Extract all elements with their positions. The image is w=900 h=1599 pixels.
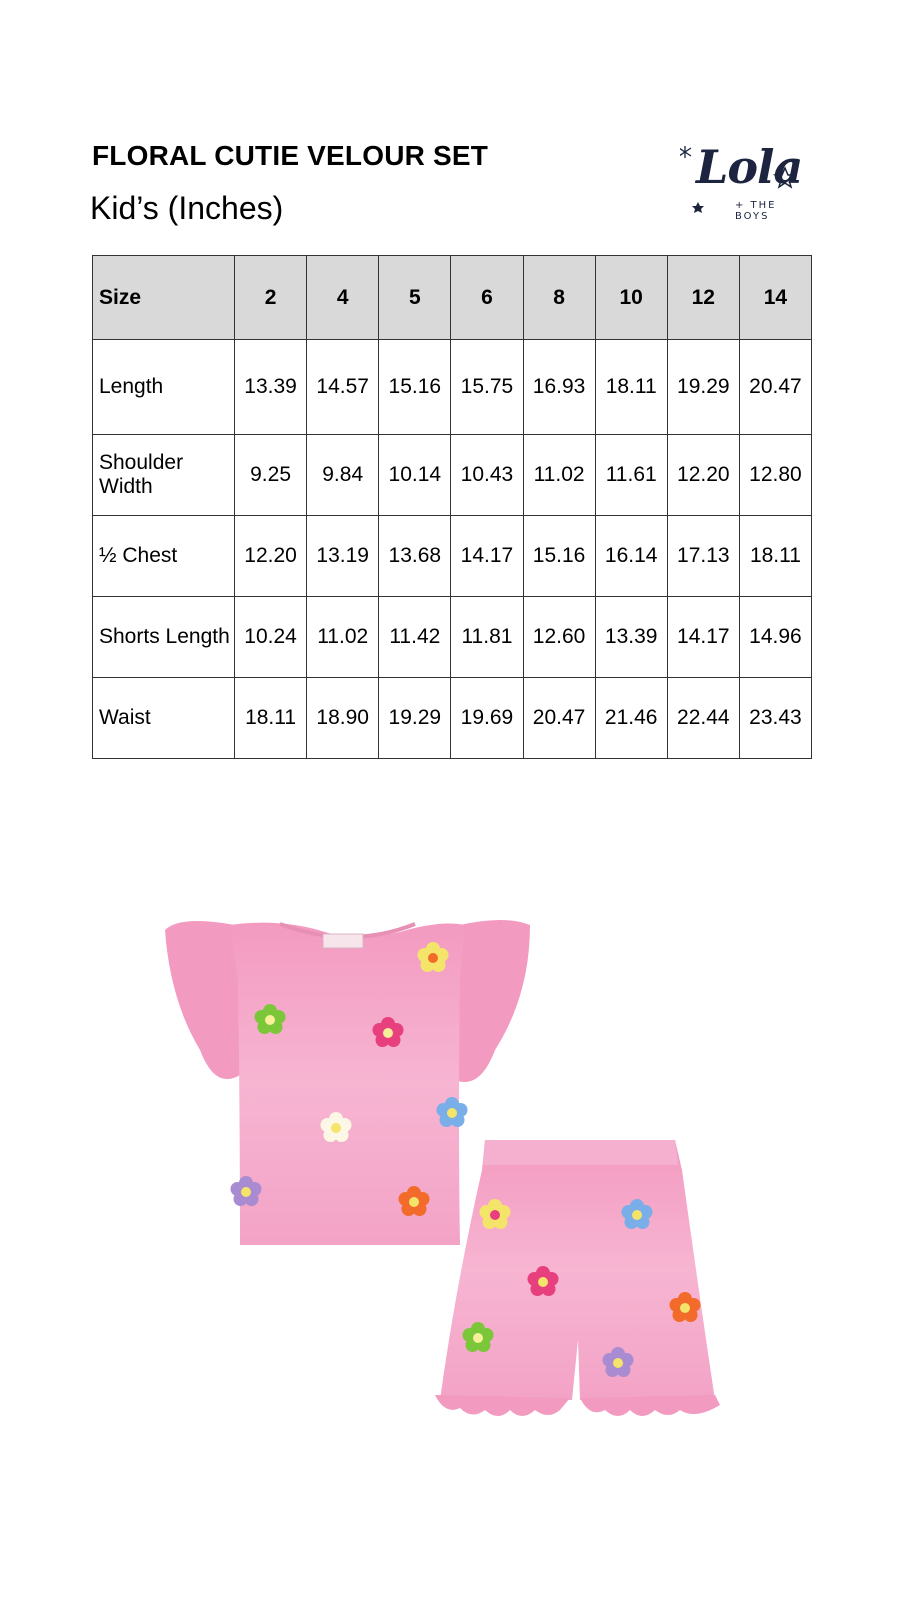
column-header: 4 bbox=[307, 256, 379, 340]
table-cell: 17.13 bbox=[667, 516, 739, 597]
table-cell: 13.39 bbox=[595, 597, 667, 678]
table-header-row bbox=[93, 256, 812, 340]
column-header: 14 bbox=[739, 256, 811, 340]
table-cell: 12.20 bbox=[667, 435, 739, 516]
table-cell: 15.75 bbox=[451, 340, 523, 435]
table-row bbox=[93, 597, 812, 678]
column-header: 6 bbox=[451, 256, 523, 340]
table-cell: 19.29 bbox=[667, 340, 739, 435]
ruffle-top-garment bbox=[165, 920, 530, 1245]
table-cell: 16.93 bbox=[523, 340, 595, 435]
table-cell: 13.39 bbox=[235, 340, 307, 435]
table-cell: 10.43 bbox=[451, 435, 523, 516]
table-row bbox=[93, 678, 812, 759]
table-cell: 10.24 bbox=[235, 597, 307, 678]
row-label: Length bbox=[93, 340, 235, 435]
table-cell: 14.17 bbox=[667, 597, 739, 678]
table-cell: 13.68 bbox=[379, 516, 451, 597]
row-label: Shoulder Width bbox=[93, 435, 235, 516]
table-cell: 15.16 bbox=[523, 516, 595, 597]
table-row bbox=[93, 435, 812, 516]
table-cell: 18.11 bbox=[595, 340, 667, 435]
table-cell: 18.90 bbox=[307, 678, 379, 759]
table-cell: 20.47 bbox=[739, 340, 811, 435]
page-subtitle: Kid’s (Inches) bbox=[90, 190, 284, 226]
table-cell: 15.16 bbox=[379, 340, 451, 435]
size-chart-table bbox=[92, 255, 812, 759]
table-cell: 23.43 bbox=[739, 678, 811, 759]
brand-logo bbox=[680, 140, 815, 220]
table-cell: 12.80 bbox=[739, 435, 811, 516]
column-header: 12 bbox=[667, 256, 739, 340]
page-title: FLORAL CUTIE VELOUR SET bbox=[92, 140, 489, 171]
table-cell: 18.11 bbox=[235, 678, 307, 759]
table-cell: 9.25 bbox=[235, 435, 307, 516]
table-cell: 14.96 bbox=[739, 597, 811, 678]
logo-tagline: + THE BOYS bbox=[735, 200, 777, 222]
table-cell: 10.14 bbox=[379, 435, 451, 516]
table-row bbox=[93, 340, 812, 435]
row-label: Shorts Length bbox=[93, 597, 235, 678]
table-row bbox=[93, 516, 812, 597]
column-header: Size bbox=[93, 256, 235, 340]
logo-wordmark: Lola bbox=[696, 140, 803, 194]
column-header: 5 bbox=[379, 256, 451, 340]
table-cell: 11.02 bbox=[523, 435, 595, 516]
table-cell: 14.57 bbox=[307, 340, 379, 435]
table-cell: 19.29 bbox=[379, 678, 451, 759]
column-header: 8 bbox=[523, 256, 595, 340]
table-cell: 20.47 bbox=[523, 678, 595, 759]
table-cell: 13.19 bbox=[307, 516, 379, 597]
product-photo bbox=[160, 920, 750, 1460]
column-header: 10 bbox=[595, 256, 667, 340]
table-cell: 11.61 bbox=[595, 435, 667, 516]
table-cell: 22.44 bbox=[667, 678, 739, 759]
table-cell: 19.69 bbox=[451, 678, 523, 759]
table-cell: 18.11 bbox=[739, 516, 811, 597]
table-cell: 12.60 bbox=[523, 597, 595, 678]
column-header: 2 bbox=[235, 256, 307, 340]
table-cell: 11.02 bbox=[307, 597, 379, 678]
table-cell: 11.42 bbox=[379, 597, 451, 678]
row-label: ½ Chest bbox=[93, 516, 235, 597]
table-cell: 14.17 bbox=[451, 516, 523, 597]
table-cell: 9.84 bbox=[307, 435, 379, 516]
row-label: Waist bbox=[93, 678, 235, 759]
table-cell: 12.20 bbox=[235, 516, 307, 597]
table-cell: 21.46 bbox=[595, 678, 667, 759]
ruffle-shorts-garment bbox=[435, 1140, 720, 1416]
table-cell: 16.14 bbox=[595, 516, 667, 597]
table-cell: 11.81 bbox=[451, 597, 523, 678]
